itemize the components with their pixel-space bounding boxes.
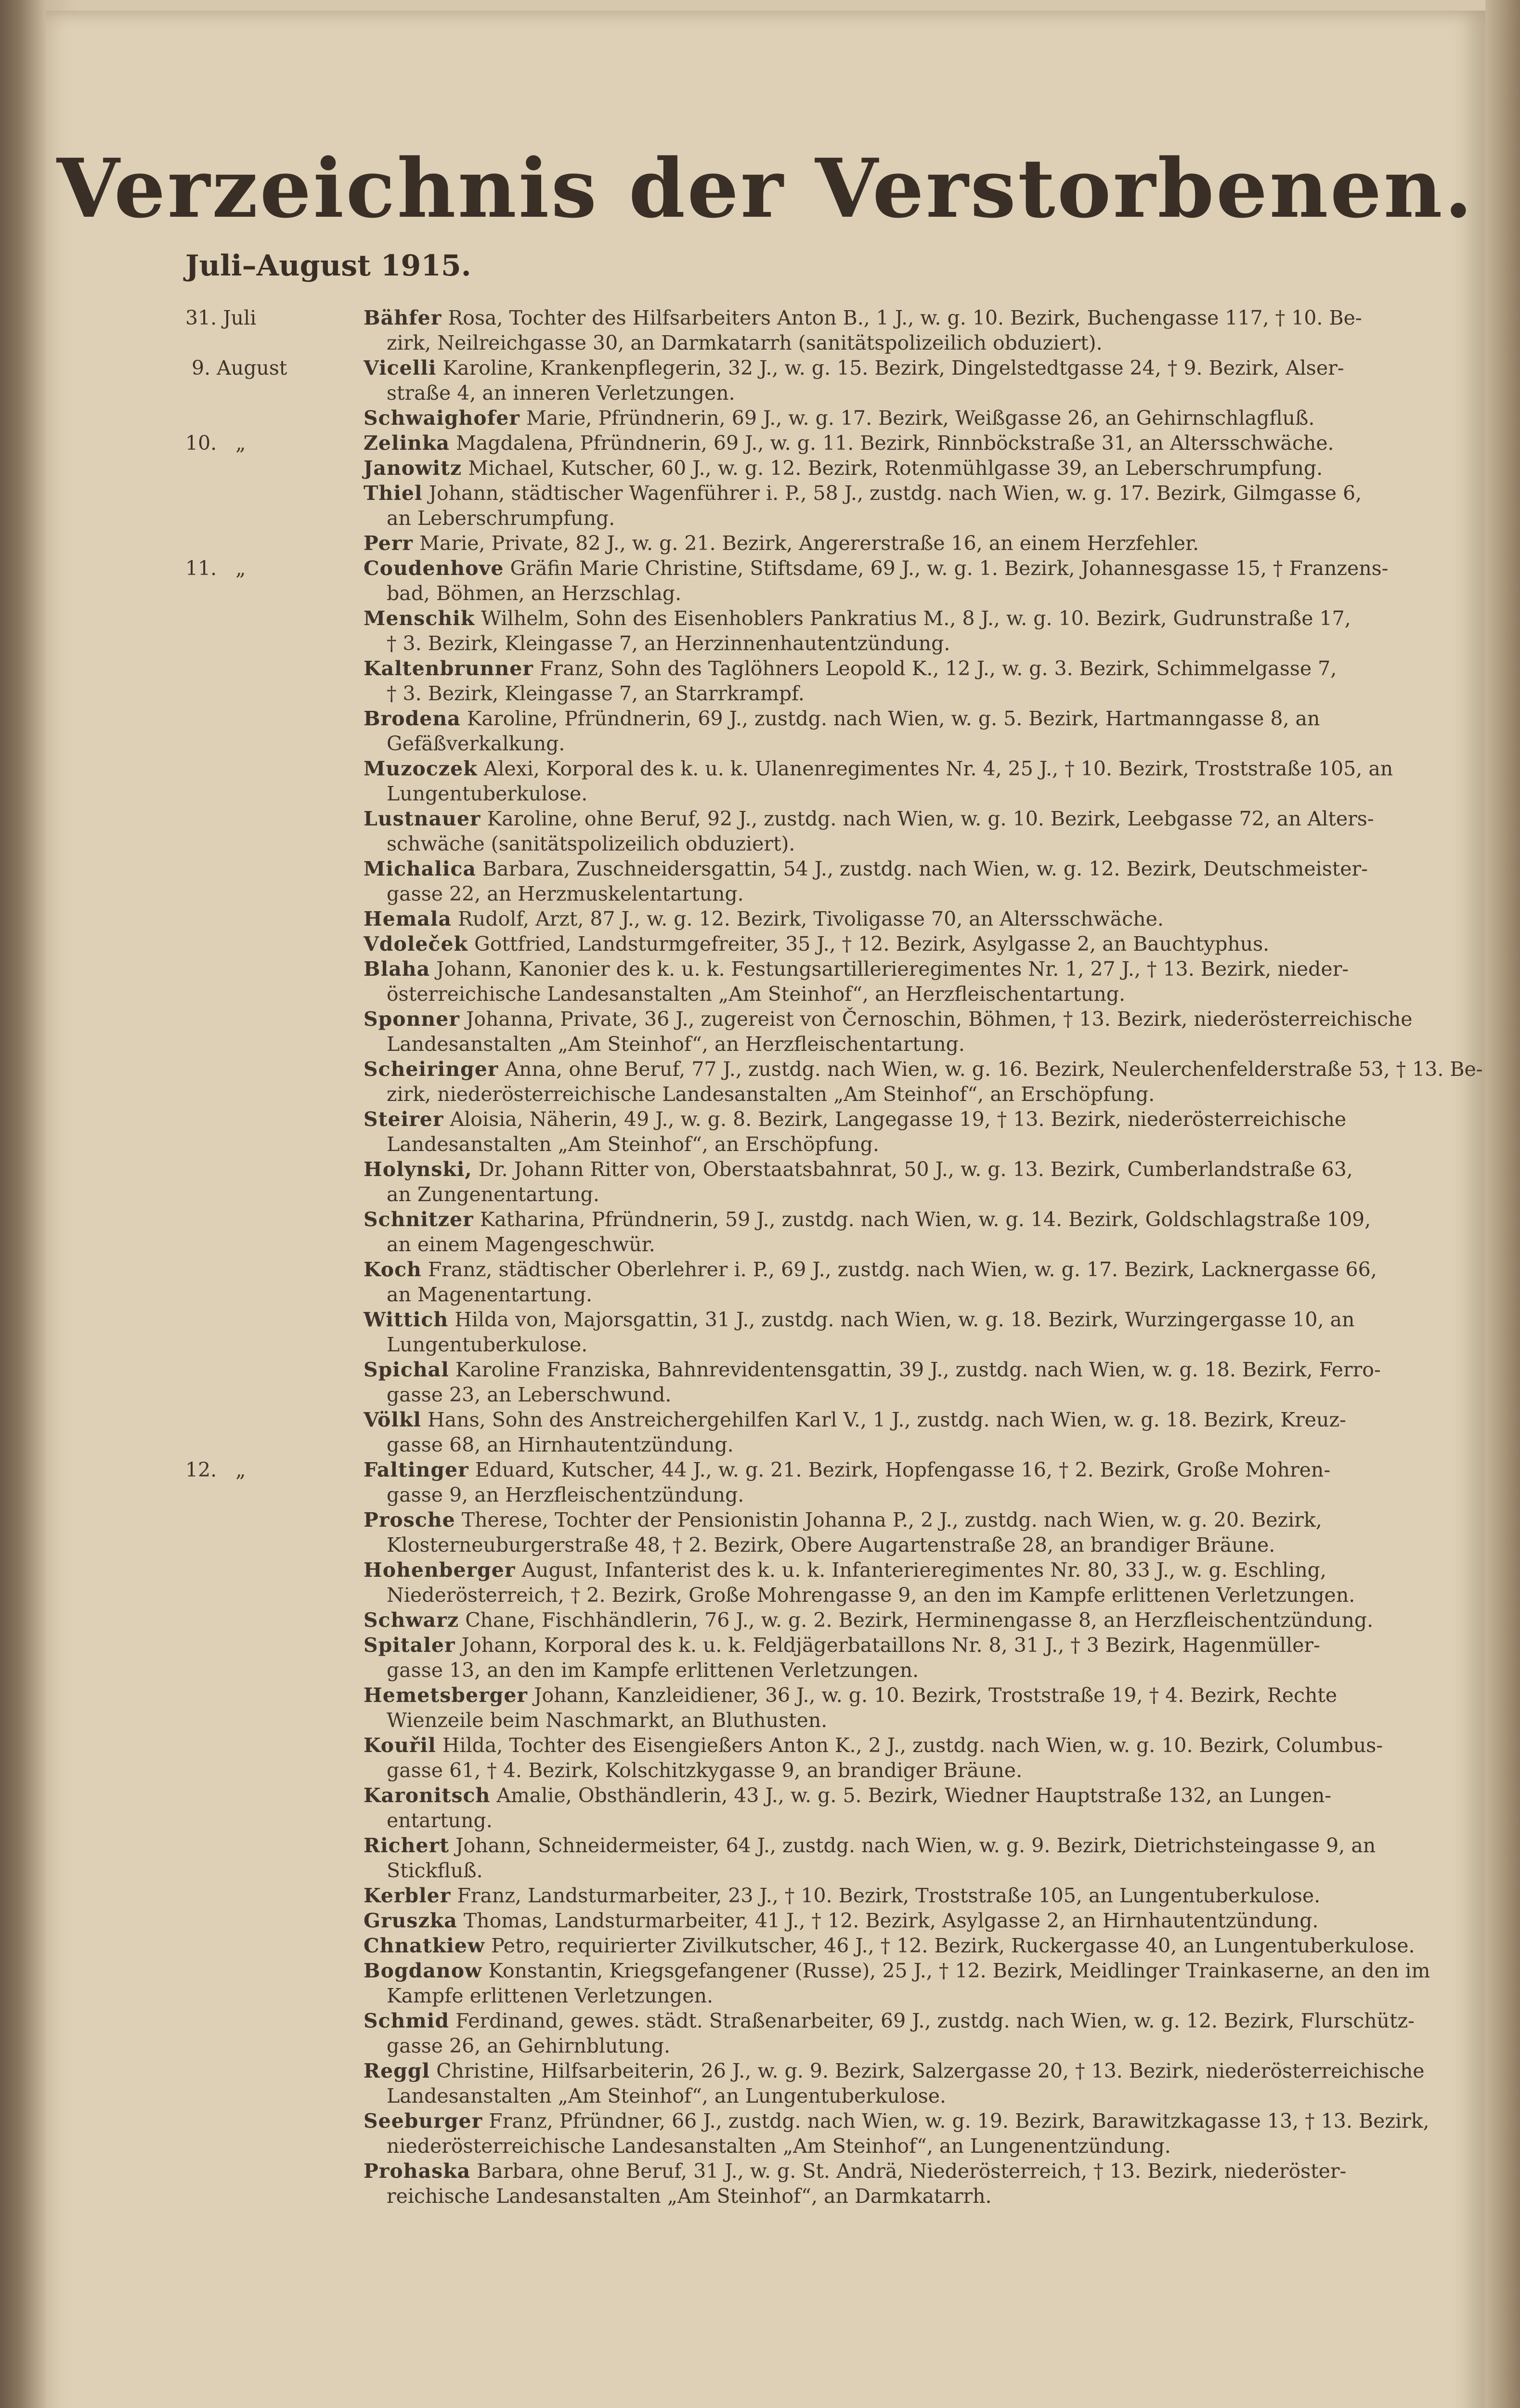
entry-surname: Vicelli [364,356,437,380]
entry-surname: Thiel [364,482,423,505]
death-entry [185,756,1520,806]
death-entry [185,2058,1520,2108]
deaths-list [185,305,1520,2408]
document-page [46,11,1485,2408]
entry-surname: Spitaler [364,1634,455,1657]
entry-date: 11. „ [185,557,246,580]
entry-continuation: an Leberschrumpfung. [387,507,615,530]
death-entry [185,606,1520,656]
entry-surname: Koch [364,1258,422,1281]
entry-first-line [364,906,1520,931]
death-entry [185,1107,1520,1157]
entry-text: Gräfin Marie Christine, Stiftsdame, 69 J., w. g. 1. Bezirk, Johannesgasse 15, † Franzens- [510,557,1389,580]
entry-continuation: † 3. Bezirk, Kleingasse 7, an Herzinnenhautentzündung. [387,632,950,655]
entry-date: 31. Juli [185,306,257,329]
entry-text: Johann, Kanonier des k. u. k. Festungsartillerieregimentes Nr. 1, 27 J., † 13. Bezirk, nieder- [436,957,1349,981]
entry-surname: Richert [364,1834,450,1857]
entry-surname: Michalica [364,857,476,880]
entry-text: Karoline, Krankenpflegerin, 32 J., w. g. 15. Bezirk, Dingelstedtgasse 24, † 9. Bezirk, Alser- [442,356,1344,380]
death-entry [185,1357,1520,1407]
entry-text: Anna, ohne Beruf, 77 J., zustdg. nach Wien, w. g. 16. Bezirk, Neulerchenfelderstraße 53, † 13. Be- [505,1058,1483,1081]
entry-text: Johanna, Private, 36 J., zugereist von Černoschin, Böhmen, † 13. Bezirk, niederösterreichische [466,1008,1413,1031]
entry-first-line [364,1357,1520,1382]
entry-first-line [364,1883,1520,1908]
entry-text: Karoline Franziska, Bahnrevidentensgattin, 39 J., zustdg. nach Wien, w. g. 18. Bezirk, Ferro- [455,1358,1381,1381]
entry-surname: Gruszka [364,1909,457,1932]
entry-continuation: Landesanstalten „Am Steinhof“, an Lungentuberkulose. [387,2084,947,2107]
entry-continuation: † 3. Bezirk, Kleingasse 7, an Starrkrampf. [387,682,805,705]
death-entry [185,1257,1520,1307]
entry-text: Karoline, ohne Beruf, 92 J., zustdg. nach Wien, w. g. 10. Bezirk, Leebgasse 72, an Alters- [487,807,1374,830]
entry-continuation: Kampfe erlittenen Verletzungen. [387,1984,714,2007]
entry-surname: Karonitsch [364,1784,491,1807]
entry-continuation: gasse 13, an den im Kampfe erlittenen Verletzungen. [387,1659,919,1682]
entry-continuation: Niederösterreich, † 2. Bezirk, Große Mohrengasse 9, an den im Kampfe erlittenen Verletzungen. [387,1584,1355,1607]
entry-first-line [364,1733,1520,1758]
entry-continuation: entartung. [387,1809,493,1832]
entry-text: Johann, Schneidermeister, 64 J., zustdg. nach Wien, w. g. 9. Bezirk, Dietrichsteingasse 9, an [455,1834,1376,1857]
entry-first-line [364,706,1520,731]
entry-text: Amalie, Obsthändlerin, 43 J., w. g. 5. Bezirk, Wiedner Hauptstraße 132, an Lungen- [496,1784,1332,1807]
entry-surname: Hemetsberger [364,1684,528,1707]
death-entry [185,1608,1520,1633]
death-entry [185,1733,1520,1783]
entry-continuation: gasse 23, an Leberschwund. [387,1383,672,1406]
entry-first-line [364,1307,1520,1332]
death-entry [185,956,1520,1007]
entry-surname: Vdoleček [364,932,468,955]
entry-surname: Scheiringer [364,1058,499,1081]
period-heading: Juli–August 1915. [185,249,471,283]
entry-text: Hilda von, Majorsgattin, 31 J., zustdg. nach Wien, w. g. 18. Bezirk, Wurzingergasse 10, an [455,1308,1355,1331]
entry-first-line [364,806,1520,831]
entry-surname: Bogdanow [364,1959,482,1982]
entry-first-line [364,1933,1520,1958]
entry-continuation: gasse 26, an Gehirnblutung. [387,2034,671,2057]
entry-surname: Reggl [364,2059,430,2082]
entry-surname: Schnitzer [364,1208,474,1231]
death-entry [185,556,1520,606]
entry-first-line [364,1908,1520,1933]
entry-first-line [364,1007,1520,1032]
death-entry [185,656,1520,706]
death-entry [185,1783,1520,1833]
entry-surname: Hemala [364,907,452,930]
entry-text: Aloisia, Näherin, 49 J., w. g. 8. Bezirk, Langegasse 19, † 13. Bezirk, niederösterreichische [450,1108,1347,1131]
entry-first-line [364,856,1520,881]
entry-first-line [364,531,1520,556]
entry-surname: Völkl [364,1408,421,1431]
entry-first-line [364,1107,1520,1132]
entry-text: Ferdinand, gewes. städt. Straßenarbeiter, 69 J., zustdg. nach Wien, w. g. 12. Bezirk, Flurschütz- [455,2009,1415,2032]
entry-text: Franz, Pfründner, 66 J., zustdg. nach Wien, w. g. 19. Bezirk, Barawitzkagasse 13, † 13. Bezirk, [489,2109,1429,2133]
entry-text: Petro, requirierter Zivilkutscher, 46 J., † 12. Bezirk, Ruckergasse 40, an Lungentuberkulose. [491,1934,1415,1957]
entry-surname: Sponner [364,1008,460,1031]
entry-first-line [364,1407,1520,1432]
entry-surname: Menschik [364,607,475,630]
death-entry [185,1883,1520,1908]
entry-text: Michael, Kutscher, 60 J., w. g. 12. Bezirk, Rotenmühlgasse 39, an Leberschrumpfung. [468,457,1323,480]
entry-text: Johann, Kanzleidiener, 36 J., w. g. 10. Bezirk, Troststraße 19, † 4. Bezirk, Rechte [534,1684,1338,1707]
entry-text: Franz, Landsturmarbeiter, 23 J., † 10. Bezirk, Troststraße 105, an Lungentuberkulose. [457,1884,1321,1907]
death-entry [185,2108,1520,2159]
death-entry [185,1207,1520,1257]
entry-surname: Spichal [364,1358,449,1381]
death-entry [185,1057,1520,1107]
entry-continuation: Lungentuberkulose. [387,782,588,805]
entry-continuation: österreichische Landesanstalten „Am Steinhof“, an Herzfleischentartung. [387,982,1126,1006]
entry-first-line [364,2008,1520,2033]
entry-surname: Muzoczek [364,757,478,780]
death-entry [185,1407,1520,1457]
entry-continuation: Wienzeile beim Naschmarkt, an Bluthusten. [387,1709,828,1732]
entry-continuation: gasse 68, an Hirnhautentzündung. [387,1433,734,1456]
entry-surname: Kerbler [364,1884,451,1907]
death-entry [185,1958,1520,2008]
entry-continuation: bad, Böhmen, an Herzschlag. [387,582,682,605]
death-entry [185,2159,1520,2209]
entry-surname: Chnatkiew [364,1934,485,1957]
death-entry [185,1683,1520,1733]
death-entry [185,406,1520,431]
entry-surname: Schwarz [364,1609,459,1632]
entry-continuation: Landesanstalten „Am Steinhof“, an Erschöpfung. [387,1133,879,1156]
entry-continuation: zirk, niederösterreichische Landesanstalten „Am Steinhof“, an Erschöpfung. [387,1083,1155,1106]
entry-text: Dr. Johann Ritter von, Oberstaatsbahnrat, 50 J., w. g. 13. Bezirk, Cumberlandstraße 63, [478,1158,1353,1181]
entry-text: Wilhelm, Sohn des Eisenhoblers Pankratius M., 8 J., w. g. 10. Bezirk, Gudrunstraße 17, [481,607,1351,630]
entry-text: Alexi, Korporal des k. u. k. Ulanenregimentes Nr. 4, 25 J., † 10. Bezirk, Troststraße 105, an [483,757,1393,780]
entry-text: Eduard, Kutscher, 44 J., w. g. 21. Bezirk, Hopfengasse 16, † 2. Bezirk, Große Mohren- [475,1458,1331,1481]
death-entry [185,305,1520,355]
death-entry [185,856,1520,906]
death-entry [185,431,1520,456]
entry-continuation: schwäche (sanitätspolizeilich obduziert). [387,832,795,855]
entry-first-line [364,2058,1520,2083]
entry-first-line [364,2159,1520,2184]
death-entry [185,1633,1520,1683]
entry-first-line [364,305,1520,330]
entry-first-line [364,1057,1520,1082]
entry-continuation: an Zungenentartung. [387,1183,599,1206]
entry-continuation: zirk, Neilreichgasse 30, an Darmkatarrh (sanitätspolizeilich obduziert). [387,331,1103,354]
entry-surname: Zelinka [364,432,450,455]
entry-surname: Prohaska [364,2159,471,2183]
page-title: Verzeichnis der Verstorbenen. [56,141,1475,236]
entry-text: Gottfried, Landsturmgefreiter, 35 J., † 12. Bezirk, Asylgasse 2, an Bauchtyphus. [474,932,1270,955]
entry-first-line [364,355,1520,380]
entry-continuation: straße 4, an inneren Verletzungen. [387,381,735,405]
entry-text: Rudolf, Arzt, 87 J., w. g. 12. Bezirk, Tivoligasse 70, an Altersschwäche. [457,907,1164,930]
death-entry [185,931,1520,956]
entry-text: Chane, Fischhändlerin, 76 J., w. g. 2. Bezirk, Herminengasse 8, an Herzfleischentzündung. [465,1609,1374,1632]
entry-surname: Schmid [364,2009,450,2032]
entry-continuation: an Magenentartung. [387,1283,592,1306]
death-entry [185,456,1520,481]
entry-first-line [364,1958,1520,1983]
entry-text: Magdalena, Pfründnerin, 69 J., w. g. 11. Bezirk, Rinnböckstraße 31, an Altersschwäche. [456,432,1334,455]
entry-first-line [364,956,1520,982]
entry-first-line [364,756,1520,781]
entry-continuation: Klosterneuburgerstraße 48, † 2. Bezirk, Obere Augartenstraße 28, an brandiger Bräune. [387,1533,1275,1557]
entry-surname: Coudenhove [364,557,504,580]
entry-first-line [364,1833,1520,1858]
death-entry [185,1833,1520,1883]
entry-surname: Bähfer [364,306,442,329]
entry-continuation: niederösterreichische Landesanstalten „Am Steinhof“, an Lungenentzündung. [387,2134,1171,2158]
death-entry [185,706,1520,756]
entry-text: Johann, städtischer Wagenführer i. P., 58 J., zustdg. nach Wien, w. g. 17. Bezirk, Gilmgasse 6, [429,482,1362,505]
entry-date: 10. „ [185,432,246,455]
entry-first-line [364,2108,1520,2133]
death-entry [185,1908,1520,1933]
entry-surname: Brodena [364,707,461,730]
entry-text: Franz, städtischer Oberlehrer i. P., 69 J., zustdg. nach Wien, w. g. 17. Bezirk, Lacknergasse 66, [428,1258,1377,1281]
entry-date: 12. „ [185,1458,246,1481]
entry-surname: Schwaighofer [364,406,520,430]
entry-first-line [364,1557,1520,1583]
entry-first-line [364,556,1520,581]
entry-surname: Kouřil [364,1734,436,1757]
entry-surname: Lustnauer [364,807,481,830]
entry-surname: Holynski, [364,1158,472,1181]
entry-continuation: gasse 61, † 4. Bezirk, Kolschitzkygasse 9, an brandiger Bräune. [387,1759,1023,1782]
entry-text: Karoline, Pfründnerin, 69 J., zustdg. nach Wien, w. g. 5. Bezirk, Hartmanngasse 8, an [467,707,1320,730]
entry-text: Marie, Pfründnerin, 69 J., w. g. 17. Bezirk, Weißgasse 26, an Gehirnschlagfluß. [526,406,1315,430]
entry-surname: Steirer [364,1108,444,1131]
entry-continuation: gasse 9, an Herzfleischentzündung. [387,1483,744,1506]
entry-text: Barbara, ohne Beruf, 31 J., w. g. St. Andrä, Niederösterreich, † 13. Bezirk, niederöster- [477,2159,1347,2183]
death-entry [185,1007,1520,1057]
entry-first-line [364,931,1520,956]
entry-continuation: reichische Landesanstalten „Am Steinhof“, an Darmkatarrh. [387,2185,992,2208]
entry-first-line [364,1257,1520,1282]
entry-text: Konstantin, Kriegsgefangener (Russe), 25 J., † 12. Bezirk, Meidlinger Trainkaserne, an den im [488,1959,1430,1982]
death-entry [185,806,1520,856]
death-entry [185,531,1520,556]
entry-text: Rosa, Tochter des Hilfsarbeiters Anton B., 1 J., w. g. 10. Bezirk, Buchengasse 117, † 10. Be- [448,306,1362,329]
entry-first-line [364,1507,1520,1532]
entry-text: Johann, Korporal des k. u. k. Feldjägerbataillons Nr. 8, 31 J., † 3 Bezirk, Hagenmüller- [461,1634,1320,1657]
entry-text: Franz, Sohn des Taglöhners Leopold K., 12 J., w. g. 3. Bezirk, Schimmelgasse 7, [540,657,1337,680]
entry-continuation: an einem Magengeschwür. [387,1233,655,1256]
entry-surname: Janowitz [364,457,462,480]
entry-text: August, Infanterist des k. u. k. Infanterieregimentes Nr. 80, 33 J., w. g. Eschling, [521,1558,1326,1582]
entry-continuation: Gefäßverkalkung. [387,732,565,755]
death-entry [185,1557,1520,1608]
death-entry [185,355,1520,406]
entry-continuation: Lungentuberkulose. [387,1333,588,1356]
entry-first-line [364,1157,1520,1182]
entry-text: Therese, Tochter der Pensionistin Johanna P., 2 J., zustdg. nach Wien, w. g. 20. Bezirk, [461,1508,1322,1531]
entry-surname: Kaltenbrunner [364,657,533,680]
entry-surname: Seeburger [364,2109,483,2133]
entry-text: Thomas, Landsturmarbeiter, 41 J., † 12. Bezirk, Asylgasse 2, an Hirnhautentzündung. [463,1909,1319,1932]
entry-surname: Prosche [364,1508,455,1531]
death-entry [185,1507,1520,1557]
entry-continuation: gasse 22, an Herzmuskelentartung. [387,882,744,905]
entry-first-line [364,431,1520,456]
entry-first-line [364,606,1520,631]
death-entry [185,1933,1520,1958]
death-entry [185,906,1520,931]
entry-first-line [364,481,1520,506]
entry-text: Barbara, Zuschneidersgattin, 54 J., zustdg. nach Wien, w. g. 12. Bezirk, Deutschmeister- [482,857,1368,880]
death-entry [185,481,1520,531]
entry-text: Marie, Private, 82 J., w. g. 21. Bezirk, Angererstraße 16, an einem Herzfehler. [419,532,1199,555]
entry-continuation: Stickfluß. [387,1859,483,1882]
entry-surname: Hohenberger [364,1558,516,1582]
entry-surname: Perr [364,532,414,555]
entry-first-line [364,456,1520,481]
death-entry [185,2008,1520,2058]
death-entry [185,1457,1520,1507]
entry-text: Christine, Hilfsarbeiterin, 26 J., w. g. 9. Bezirk, Salzergasse 20, † 13. Bezirk, niederösterreichische [436,2059,1425,2082]
entry-first-line [364,1633,1520,1658]
entry-first-line [364,1207,1520,1232]
entry-continuation: Landesanstalten „Am Steinhof“, an Herzfleischentartung. [387,1033,965,1056]
entry-first-line [364,406,1520,431]
entry-text: Katharina, Pfründnerin, 59 J., zustdg. nach Wien, w. g. 14. Bezirk, Goldschlagstraße 109, [480,1208,1371,1231]
entry-first-line [364,1608,1520,1633]
entry-first-line [364,1457,1520,1482]
death-entry [185,1307,1520,1357]
entry-surname: Faltinger [364,1458,469,1481]
entry-first-line [364,1683,1520,1708]
entry-first-line [364,656,1520,681]
entry-text: Hans, Sohn des Anstreichergehilfen Karl V., 1 J., zustdg. nach Wien, w. g. 18. Bezirk, Kreuz- [428,1408,1346,1431]
entry-surname: Wittich [364,1308,449,1331]
entry-first-line [364,1783,1520,1808]
entry-date: 9. August [185,356,287,380]
death-entry [185,1157,1520,1207]
entry-surname: Blaha [364,957,430,981]
entry-text: Hilda, Tochter des Eisengießers Anton K., 2 J., zustdg. nach Wien, w. g. 10. Bezirk, Columbus- [442,1734,1383,1757]
